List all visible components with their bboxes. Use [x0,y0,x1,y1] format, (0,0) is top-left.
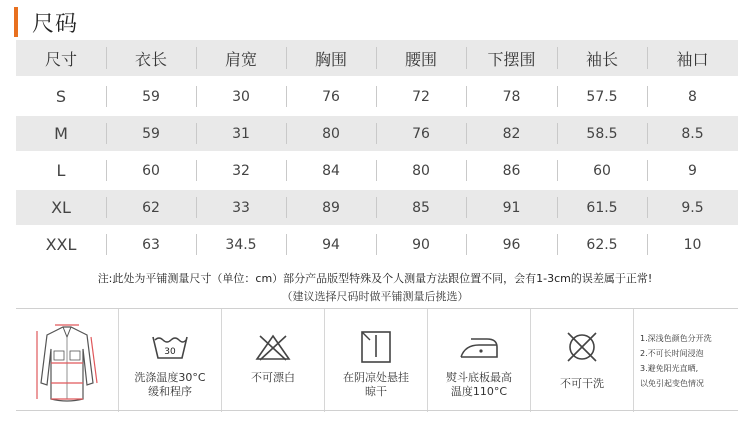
measurement-note: 注:此处为平铺测量尺寸（单位：cm）部分产品版型特殊及个人测量方法跟位置不同，会有1-3cm的误差属于正常! [97,272,653,285]
care-label: 不可漂白 [251,371,295,384]
table-cell: 61.5 [557,190,647,225]
table-cell: 58.5 [557,116,647,151]
table-cell: 33 [196,190,286,225]
table-cell: 90 [376,227,466,262]
care-label: 洗涤温度30°C 缓和程序 [134,371,206,398]
table-cell: 10 [647,227,738,262]
table-cell: 86 [466,153,557,188]
size-cell: S [55,87,67,106]
column-header: 腰围 [376,40,466,76]
care-tip: 3.避免阳光直晒, [640,364,699,373]
table-row [16,116,738,151]
table-cell: 31 [196,116,286,151]
table-cell: 76 [376,116,466,151]
table-cell: 94 [286,227,376,262]
care-tips [634,309,737,412]
table-cell: 60 [557,153,647,188]
no-bleach-icon [253,327,293,367]
column-header: 袖口 [647,40,738,76]
column-header: 袖长 [557,40,647,76]
table-cell: 72 [376,79,466,114]
care-item-dryclean [531,309,634,412]
table-cell: 82 [466,116,557,151]
care-instructions [16,308,738,412]
section-header [14,6,78,38]
divider [16,410,738,411]
measurement-advice: （建议选择尺码时做平铺测量后挑选） [281,290,469,303]
care-tip: 以免引起变色情况 [640,379,704,388]
page-title: 尺码 [32,11,79,37]
table-cell: 80 [286,116,376,151]
size-cell: XXL [45,235,77,254]
table-row [16,153,738,188]
table-cell: 96 [466,227,557,262]
table-cell: 84 [286,153,376,188]
care-item-bleach [222,309,325,412]
shirt-measure-icon [27,313,107,413]
table-cell: 9.5 [647,190,738,225]
size-table [16,40,738,264]
column-header: 下摆围 [466,40,557,76]
table-cell: 85 [376,190,466,225]
table-cell: 30 [196,79,286,114]
table-cell: 32 [196,153,286,188]
care-item-wash [119,309,222,412]
column-header: 衣长 [106,40,196,76]
care-item-measure [16,309,119,412]
table-cell: 9 [647,153,738,188]
size-cell: L [56,161,66,180]
table-cell: 76 [286,79,376,114]
table-cell: 8 [647,79,738,114]
size-cell: XL [51,198,71,217]
table-cell: 59 [106,116,196,151]
care-tip: 2.不可长时间浸泡 [640,349,704,358]
care-label: 不可干洗 [560,377,604,390]
table-cell: 59 [106,79,196,114]
care-item-iron [428,309,531,412]
table-cell: 89 [286,190,376,225]
wash-temp-badge: 30 [164,347,176,357]
table-cell: 34.5 [196,227,286,262]
table-cell: 91 [466,190,557,225]
table-row [16,79,738,114]
care-tip: 1.深浅色颜色分开洗 [640,334,712,343]
table-cell: 80 [376,153,466,188]
table-cell: 62 [106,190,196,225]
table-row [16,190,738,225]
table-cell: 62.5 [557,227,647,262]
column-header: 尺寸 [44,49,77,69]
table-row [16,227,738,262]
care-label: 在阴凉处悬挂 晾干 [343,371,409,398]
table-header-row [16,40,738,76]
column-header: 胸围 [286,40,376,76]
no-dry-clean-icon [562,327,602,367]
table-cell: 57.5 [557,79,647,114]
table-cell: 63 [106,227,196,262]
care-label: 熨斗底板最高 温度110°C [446,371,512,398]
accent-bar [14,7,18,37]
table-cell: 8.5 [647,116,738,151]
column-header: 肩宽 [196,40,286,76]
care-item-dry [325,309,428,412]
line-dry-shade-icon [356,327,396,367]
table-cell: 60 [106,153,196,188]
wash-30-icon [150,327,190,367]
table-cell: 78 [466,79,557,114]
iron-110-icon [457,327,501,367]
size-cell: M [54,124,68,143]
